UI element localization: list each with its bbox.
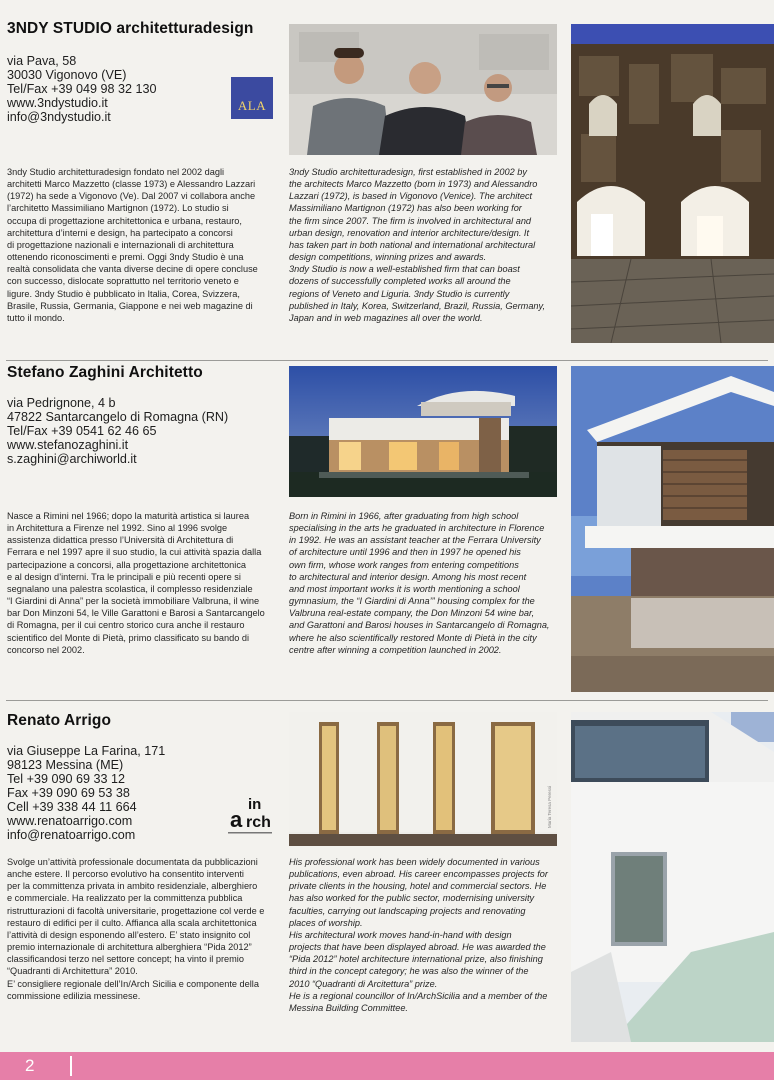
- phone-fax: Tel/Fax +39 049 98 32 130: [7, 82, 157, 96]
- firm-name-3ndy: 3NDY STUDIO architetturadesign: [7, 20, 254, 37]
- photo-villa-dusk: [289, 366, 557, 497]
- email-link[interactable]: info@renatoarrigo.com: [7, 828, 136, 842]
- inarch-logo: [226, 794, 274, 838]
- contact-block-zaghini: [7, 396, 228, 466]
- website-link[interactable]: www.stefanozaghini.it: [7, 438, 129, 452]
- description-english-3ndy: 3ndy Studio architetturadesign, first established in 2002 by the architects Marco Mazzetto (born in 1973) and Alessandro Lazzari (1972), is based in Vigonovo (Venice). The architect Massimiliano Martignon (1972) has also been working for the firm since 2007. The firm is involved in architectural and urban design, renovation and interior architecture/design. It has taken part in both national and international architectural design competitions, winning prizes and awards. 3ndy Studio is now a well-established firm that can boast dozens of successfully completed works all around the regions of Veneto and Liguria. 3ndy Studio is currently published in Italy, Korea, Switzerland, Brazil, Russia, Germany, Japan and in web magazines all over the world.: [289, 167, 545, 323]
- contact-block-3ndy: [7, 54, 157, 124]
- svg-text:a: a: [230, 807, 243, 832]
- description-english-arrigo: His professional work has been widely documented in various publications, even abroad. His career encompasses projects for private clients in the housing, hotel and commercial sectors. He has also worked for the public sector, modernising university faculties, carrying out landscaping projects and renovating places of worship. His architectural work moves hand-in-hand with design projects that have been displayed abroad. He was awarded the “Pida 2012” hotel architecture international prize, also finishing third in the concept category; he was also the winner of the 2010 “Quadranti di Arcitettura” prize. He is a regional councillor of In/ArchSicilia and a member of the Messina Building Committee.: [289, 857, 548, 1013]
- footer-divider: [70, 1056, 72, 1076]
- address-city: 30030 Vigonovo (VE): [7, 68, 127, 82]
- page-footer: [0, 1052, 774, 1080]
- address-street: via Giuseppe La Farina, 171: [7, 744, 166, 758]
- address-street: via Pava, 58: [7, 54, 77, 68]
- section-divider: [6, 700, 768, 701]
- email-link[interactable]: info@3ndystudio.it: [7, 110, 111, 124]
- address-street: via Pedrignone, 4 b: [7, 396, 116, 410]
- photo-white-house-wall: [571, 712, 774, 1042]
- description-italian-zaghini: Nasce a Rimini nel 1966; dopo la maturità artistica si laurea in Architettura a Firenze nel 1992. Sino al 1996 svolge assistenza didattica presso l’Università di Architettura di Ferrara e nel 1997 apre il suo studio, la cui attività spazia dalla partecipazione a concorsi, alla progettazione architettonica e al design d’interni. Tra le principali e più recenti opere si segnalano una palestra scolastica, il complesso residenziale “I Giardini di Anna” per la società immobiliare Valbruna, il wine bar Don Minzoni 54, le Ville Garattoni e Barosi a Santarcangelo di Romagna, per il cui centro storico cura anche il restauro scientifico del Monte di Pietà, primo classificato su bando di concorso nel 2002.: [7, 511, 265, 655]
- photo-modern-house-corner: [571, 366, 774, 692]
- address-city: 47822 Santarcangelo di Romagna (RN): [7, 410, 229, 424]
- firm-name-arrigo: Renato Arrigo: [7, 712, 112, 729]
- description-italian-3ndy: 3ndy Studio architetturadesign fondato nel 2002 dagli architetti Marco Mazzetto (classe 1973) e Alessandro Lazzari (1972) ha sede a Vigonovo (Ve). Dal 2007 vi collabora anche l’architetto Massimiliano Martignon (1972). Lo studio si occupa di progettazione architettonica e urbana, restauro, architettura d’interni e design, ha partecipato a concorsi di progettazione nazionali e internazionali di architettura ottenendo riconoscimenti e premi. Oggi 3ndy Studio è una realtà consolidata che vanta diverse decine di opere concluse con successo, dislocate soprattutto nel territorio veneto e ligure. 3ndy Studio è pubblicato in Italia, Corea, Svizzera, Brasile, Russia, Germania, Giappone e nei web magazine di tutto il mondo.: [7, 167, 258, 323]
- description-english-zaghini: Born in Rimini in 1966, after graduating from high school specialising in the arts he graduated in architecture in Florence in 1992. He was an assistant teacher at the Ferrara University of architecture until 1996 and then in 1997 he opened his own firm, whose work ranges from entering competitions to architectural and interior design. Among his most recent and most important works it is worth mentioning a school gymnasium, the “I Giardini di Anna’” housing complex for the Valbruna real-estate company, the Don Minzoni 54 wine bar, and Garattoni and Barosi houses in Santarcangelo di Romagna, where he also scientifically restored Monte di Pietà in the city centre after winning a competition launched in 2002.: [289, 511, 550, 655]
- svg-text:in: in: [248, 796, 262, 813]
- svg-text:Maria Teresa Peressi: Maria Teresa Peressi: [547, 785, 552, 828]
- email-link[interactable]: s.zaghini@archiworld.it: [7, 452, 137, 466]
- photo-white-facade-windows: [289, 712, 557, 846]
- website-link[interactable]: www.renatoarrigo.com: [7, 814, 133, 828]
- address-city: 98123 Messina (ME): [7, 758, 124, 772]
- ala-logo: ALA: [231, 77, 273, 119]
- photo-decorated-facade: [571, 24, 774, 343]
- phone-fax: Tel/Fax +39 0541 62 46 65: [7, 424, 157, 438]
- svg-text:rch: rch: [246, 814, 271, 831]
- page-number: 2: [25, 1056, 35, 1075]
- website-link[interactable]: www.3ndystudio.it: [7, 96, 108, 110]
- section-divider: [6, 360, 768, 361]
- phone: Tel +39 090 69 33 12: [7, 772, 125, 786]
- contact-block-arrigo: [7, 744, 165, 842]
- cell-phone: Cell +39 338 44 11 664: [7, 800, 137, 814]
- fax: Fax +39 090 69 53 38: [7, 786, 130, 800]
- firm-name-zaghini: Stefano Zaghini Architetto: [7, 364, 203, 381]
- photo-architects-portrait: [289, 24, 557, 155]
- description-italian-arrigo: Svolge un’attività professionale documentata da pubblicazioni anche estere. Il percorso evolutivo ha consentito interventi per la committenza privata in ambito residenziale, alberghiero e commerciale. Ha realizzato per la committenza pubblica ristrutturazioni di facoltà universitarie, progettazione col verde e restauro di edifici per il culto. Affianca alla scala architettonica l’attività di design esponendo all’estero. E’ stato insignito col premio internazionale di architettura alberghiera “Pida 2012” classificandosi terzo nel settore concept; ha vinto il premio “Quadranti di Architettura” 2010. E’ consigliere regionale dell’In/Arch Sicilia e componente della commissione edilizia messinese.: [7, 857, 265, 1001]
